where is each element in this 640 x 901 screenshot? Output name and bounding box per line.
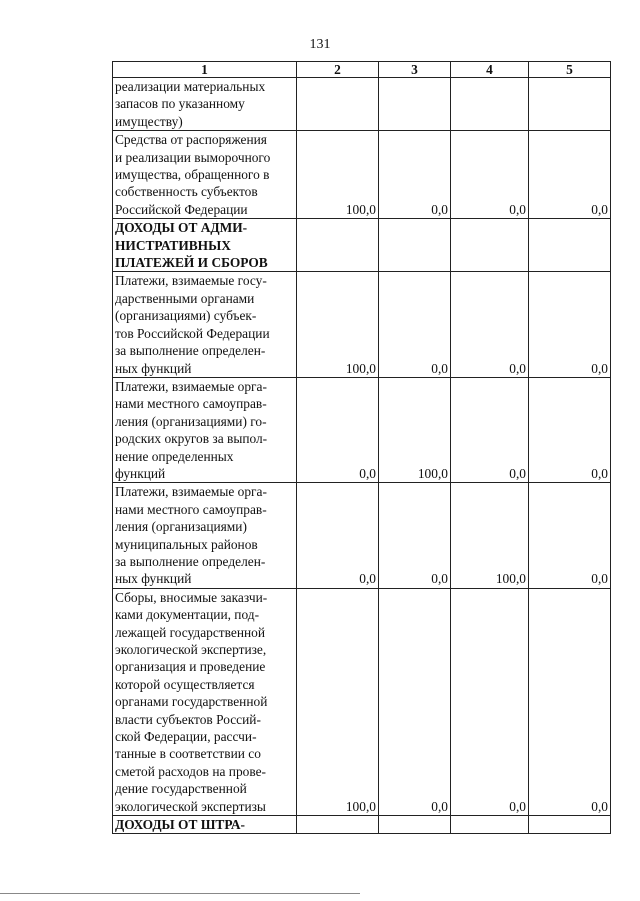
row-label: Платежи, взимаемые госу- дарственными органами (организациями) субъек- тов Российской Федерации за выполнение определен- ных функций bbox=[113, 272, 297, 377]
row-value-col-5: 0,0 bbox=[529, 131, 611, 219]
section-row bbox=[113, 219, 611, 272]
row-value-col-2 bbox=[297, 219, 379, 272]
header-col-5: 5 bbox=[529, 62, 611, 78]
row-value-col-5: 0,0 bbox=[529, 588, 611, 815]
page-footer-rule bbox=[0, 893, 360, 894]
row-value-col-5: 0,0 bbox=[529, 483, 611, 588]
row-value-col-2: 100,0 bbox=[297, 272, 379, 377]
table-row bbox=[113, 131, 611, 219]
row-value-col-5 bbox=[529, 219, 611, 272]
row-value-col-3 bbox=[379, 78, 451, 131]
header-col-4: 4 bbox=[451, 62, 529, 78]
row-value-col-5 bbox=[529, 816, 611, 834]
row-value-col-3: 0,0 bbox=[379, 272, 451, 377]
table-body bbox=[113, 78, 611, 834]
row-value-col-3: 0,0 bbox=[379, 588, 451, 815]
row-value-col-5: 0,0 bbox=[529, 377, 611, 482]
row-label: Сборы, вносимые заказчи- ками документации, под- лежащей государственной экологической экспертизе, организация и проведение которой осуществляется органами государственной власти субъектов Россий- ской Федерации, рассчи- танные в соответствии со сметой расходов на прове- дение государственной экологической экспертизы bbox=[113, 588, 297, 815]
row-label: Платежи, взимаемые орга- нами местного самоуправ- ления (организациями) муниципальных районов за выполнение определен- ных функций bbox=[113, 483, 297, 588]
table-row bbox=[113, 483, 611, 588]
row-value-col-2 bbox=[297, 816, 379, 834]
row-value-col-4: 0,0 bbox=[451, 131, 529, 219]
header-col-1: 1 bbox=[113, 62, 297, 78]
row-value-col-5: 0,0 bbox=[529, 272, 611, 377]
table-row bbox=[113, 588, 611, 815]
row-value-col-3 bbox=[379, 219, 451, 272]
row-label: Средства от распоряжения и реализации выморочного имущества, обращенного в собственность субъектов Российской Федерации bbox=[113, 131, 297, 219]
row-value-col-2: 0,0 bbox=[297, 483, 379, 588]
table-row bbox=[113, 377, 611, 482]
row-label: реализации материальных запасов по указанному имуществу) bbox=[113, 78, 297, 131]
row-label: ДОХОДЫ ОТ ШТРА- bbox=[113, 816, 297, 834]
row-value-col-3 bbox=[379, 816, 451, 834]
row-value-col-4: 0,0 bbox=[451, 588, 529, 815]
row-value-col-4 bbox=[451, 816, 529, 834]
row-value-col-2 bbox=[297, 78, 379, 131]
row-value-col-4: 0,0 bbox=[451, 272, 529, 377]
row-value-col-3: 100,0 bbox=[379, 377, 451, 482]
row-value-col-4 bbox=[451, 78, 529, 131]
row-value-col-4: 0,0 bbox=[451, 377, 529, 482]
row-value-col-2: 100,0 bbox=[297, 588, 379, 815]
row-value-col-4: 100,0 bbox=[451, 483, 529, 588]
row-value-col-2: 100,0 bbox=[297, 131, 379, 219]
row-label: Платежи, взимаемые орга- нами местного самоуправ- ления (организациями) го- родских округов за выпол- нение определенных функций bbox=[113, 377, 297, 482]
row-value-col-3: 0,0 bbox=[379, 483, 451, 588]
section-row bbox=[113, 816, 611, 834]
row-value-col-4 bbox=[451, 219, 529, 272]
table-header-row bbox=[113, 62, 611, 78]
row-value-col-3: 0,0 bbox=[379, 131, 451, 219]
table-row bbox=[113, 272, 611, 377]
row-value-col-2: 0,0 bbox=[297, 377, 379, 482]
header-col-2: 2 bbox=[297, 62, 379, 78]
page-number: 131 bbox=[309, 37, 331, 52]
row-label: ДОХОДЫ ОТ АДМИ- НИСТРАТИВНЫХ ПЛАТЕЖЕЙ И СБОРОВ bbox=[113, 219, 297, 272]
row-value-col-5 bbox=[529, 78, 611, 131]
revenue-distribution-table bbox=[112, 61, 611, 834]
table-row bbox=[113, 78, 611, 131]
header-col-3: 3 bbox=[379, 62, 451, 78]
